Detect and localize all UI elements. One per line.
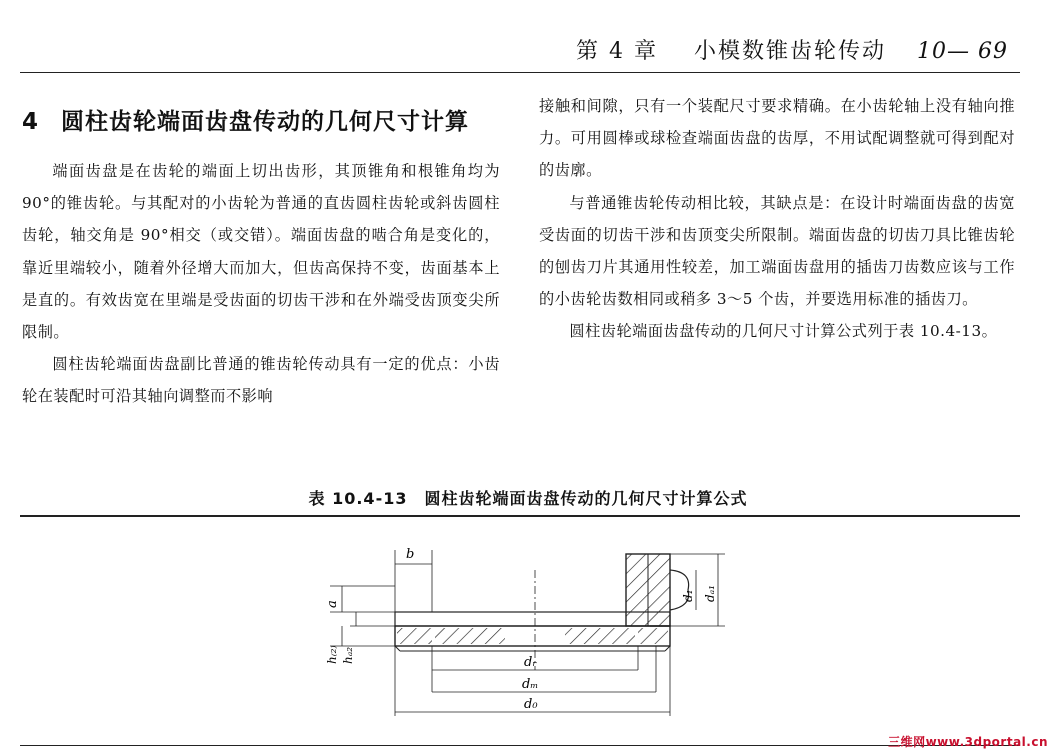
paragraph-3: 接触和间隙，只有一个装配尺寸要求精确。在小齿轮轴上没有轴向推力。可用圆棒或球检查端面齿盘的齿厚，不用试配调整就可得到配对的齿廓。 [539, 97, 1015, 180]
gear-diagram [320, 540, 740, 740]
table-row-rule [20, 745, 1020, 746]
chapter-title: 小模数锥齿轮传动 [694, 39, 887, 64]
watermark: 三维网www.3dportal.cn [888, 735, 1048, 749]
right-column [539, 90, 1015, 348]
paragraph-1: 端面齿盘是在齿轮的端面上切出齿形，其顶锥角和根锥角均为 90°的锥齿轮。与其配对的小齿轮为普通的直齿圆柱齿轮或斜齿圆柱齿轮，轴交角是 90°相交（或交错）。端面齿盘的啮合角是变化的，靠近里端较小，随着外径增大而加大，但齿高保持不变，齿面基本上是直的。有效齿宽在里端是受齿面的切齿干涉和在外端受齿顶变尖所限制。 [22, 162, 500, 342]
section-heading [22, 104, 500, 141]
running-head [576, 34, 1008, 65]
header-rule [20, 72, 1020, 73]
label-d1: d₁ [681, 589, 695, 602]
left-column [22, 90, 500, 413]
chapter-number: 第 4 章 [576, 39, 659, 64]
label-ha2: hₐ₂ [341, 646, 355, 664]
section-number: 4 [22, 109, 40, 135]
label-ht2: h₍₂₎ [325, 645, 339, 664]
label-dr: dᵣ [524, 655, 537, 670]
table-top-rule [20, 515, 1020, 517]
page-header [0, 0, 1056, 78]
dimension-pinion-diameters [670, 554, 725, 626]
pinion-gear [626, 554, 689, 626]
label-dm: dₘ [522, 677, 539, 692]
section-title: 圆柱齿轮端面齿盘传动的几何尺寸计算 [61, 109, 470, 135]
dimension-b [395, 547, 432, 612]
paragraph-4: 与普通锥齿轮传动相比较，其缺点是：在设计时端面齿盘的齿宽受齿面的切齿干涉和齿顶变尖所限制。端面齿盘的切齿刀具比锥齿轮的刨齿刀片其通用性较差，加工端面齿盘用的插齿刀齿数应该与工作的小齿轮齿数相同或稍多 3～5 个齿，并要选用标准的插齿刀。 [539, 193, 1015, 309]
page-number: 10— 69 [917, 39, 1008, 64]
label-b: b [406, 547, 415, 562]
label-d0: d₀ [524, 697, 538, 712]
label-a: a [325, 600, 340, 608]
label-da1: dₐ₁ [703, 585, 717, 602]
dimension-heights [325, 612, 395, 664]
dimension-a [325, 586, 395, 612]
paragraph-5: 圆柱齿轮端面齿盘传动的几何尺寸计算公式列于表 10.4-13。 [569, 322, 998, 341]
dimension-disc-diameters [395, 646, 670, 716]
table-caption: 表 10.4-13 圆柱齿轮端面齿盘传动的几何尺寸计算公式 [308, 489, 748, 508]
paragraph-2: 圆柱齿轮端面齿盘副比普通的锥齿轮传动具有一定的优点：小齿轮在装配时可沿其轴向调整而不影响 [22, 355, 500, 406]
